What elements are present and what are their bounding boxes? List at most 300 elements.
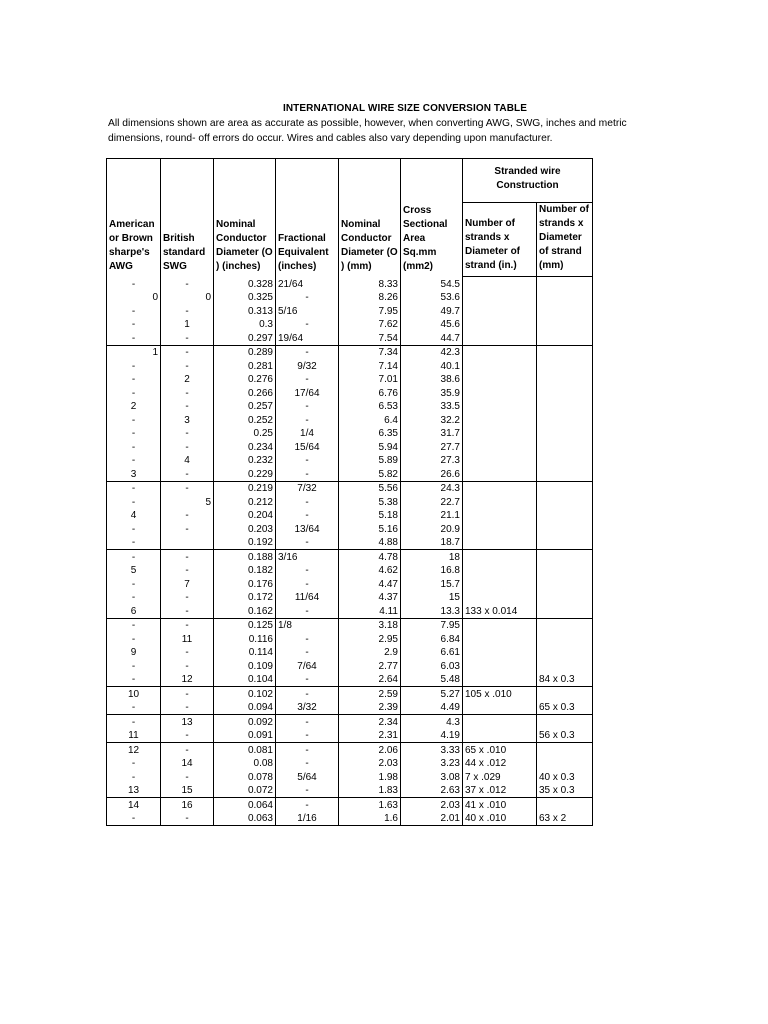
table-row	[107, 400, 593, 414]
table-row	[107, 659, 593, 673]
cell-swg	[161, 536, 214, 550]
cell-cross-section: 45.6	[401, 318, 463, 332]
cell-cross-section: 27.3	[401, 454, 463, 468]
cell-strands-inches	[463, 440, 537, 454]
cell-strands-mm	[537, 318, 593, 332]
cell-fractional: -	[276, 400, 339, 414]
cell-fractional: 1/8	[276, 618, 339, 632]
cell-strands-mm	[537, 467, 593, 481]
cell-awg: -	[107, 577, 161, 591]
cell-strands-mm	[537, 427, 593, 441]
cell-diameter-inches: 0.091	[214, 729, 276, 743]
cell-awg: 10	[107, 687, 161, 701]
cell-diameter-inches: 0.104	[214, 673, 276, 687]
cell-diameter-inches: 0.102	[214, 687, 276, 701]
cell-strands-mm	[537, 359, 593, 373]
cell-swg: -	[161, 277, 214, 291]
cell-awg: 5	[107, 564, 161, 578]
cell-strands-mm: 40 x 0.3	[537, 770, 593, 784]
cell-diameter-mm: 6.4	[339, 413, 401, 427]
cell-strands-inches	[463, 495, 537, 509]
cell-swg: -	[161, 550, 214, 564]
cell-strands-inches: 7 x .029	[463, 770, 537, 784]
cell-cross-section: 2.01	[401, 812, 463, 826]
cell-strands-inches	[463, 536, 537, 550]
cell-cross-section: 3.08	[401, 770, 463, 784]
cell-diameter-mm: 5.56	[339, 481, 401, 495]
cell-awg: -	[107, 632, 161, 646]
cell-swg: -	[161, 618, 214, 632]
cell-fractional: 15/64	[276, 440, 339, 454]
cell-swg: 16	[161, 798, 214, 812]
cell-diameter-inches: 0.182	[214, 564, 276, 578]
cell-swg: 2	[161, 373, 214, 387]
cell-fractional: -	[276, 564, 339, 578]
cell-fractional: -	[276, 509, 339, 523]
cell-fractional: -	[276, 604, 339, 618]
cell-strands-mm	[537, 632, 593, 646]
cell-swg: -	[161, 359, 214, 373]
cell-strands-inches	[463, 701, 537, 715]
cell-cross-section: 42.3	[401, 345, 463, 359]
cell-strands-mm	[537, 481, 593, 495]
wire-size-table	[106, 158, 593, 826]
cell-awg: -	[107, 386, 161, 400]
cell-diameter-inches: 0.188	[214, 550, 276, 564]
cell-fractional: -	[276, 345, 339, 359]
cell-awg: -	[107, 770, 161, 784]
cell-swg: -	[161, 440, 214, 454]
cell-cross-section: 33.5	[401, 400, 463, 414]
cell-swg: -	[161, 604, 214, 618]
cell-diameter-mm: 2.03	[339, 757, 401, 771]
cell-cross-section: 6.61	[401, 646, 463, 660]
cell-diameter-inches: 0.08	[214, 757, 276, 771]
cell-cross-section: 31.7	[401, 427, 463, 441]
table-row	[107, 386, 593, 400]
cell-awg: -	[107, 701, 161, 715]
cell-fractional: 19/64	[276, 331, 339, 345]
cell-cross-section: 54.5	[401, 277, 463, 291]
table-body	[107, 277, 593, 826]
table-row	[107, 495, 593, 509]
cell-diameter-inches: 0.297	[214, 331, 276, 345]
table-row	[107, 304, 593, 318]
cell-cross-section: 5.27	[401, 687, 463, 701]
cell-awg: 3	[107, 467, 161, 481]
cell-awg: -	[107, 550, 161, 564]
cell-strands-mm	[537, 331, 593, 345]
table-row	[107, 522, 593, 536]
cell-swg: -	[161, 659, 214, 673]
cell-awg: -	[107, 304, 161, 318]
cell-fractional: -	[276, 715, 339, 729]
cell-strands-inches: 65 x .010	[463, 743, 537, 757]
cell-diameter-mm: 2.64	[339, 673, 401, 687]
cell-swg: -	[161, 481, 214, 495]
cell-cross-section: 2.63	[401, 784, 463, 798]
cell-strands-mm	[537, 659, 593, 673]
cell-swg: 4	[161, 454, 214, 468]
cell-diameter-inches: 0.289	[214, 345, 276, 359]
cell-cross-section: 53.6	[401, 291, 463, 305]
cell-strands-inches: 37 x .012	[463, 784, 537, 798]
table-row	[107, 318, 593, 332]
cell-strands-mm	[537, 413, 593, 427]
cell-diameter-mm: 5.94	[339, 440, 401, 454]
cell-awg: -	[107, 715, 161, 729]
header-strands-inches: Number of strands x Diameter of strand (in.)	[463, 203, 537, 277]
header-cross-section: Cross Sectional Area Sq.mm (mm2)	[401, 159, 463, 277]
cell-strands-mm	[537, 454, 593, 468]
cell-awg: -	[107, 659, 161, 673]
cell-cross-section: 40.1	[401, 359, 463, 373]
table-row	[107, 564, 593, 578]
cell-cross-section: 16.8	[401, 564, 463, 578]
cell-strands-mm: 65 x 0.3	[537, 701, 593, 715]
cell-strands-mm: 63 x 2	[537, 812, 593, 826]
cell-fractional: -	[276, 318, 339, 332]
cell-swg: -	[161, 743, 214, 757]
cell-diameter-inches: 0.064	[214, 798, 276, 812]
cell-diameter-inches: 0.063	[214, 812, 276, 826]
cell-swg: -	[161, 427, 214, 441]
cell-strands-mm	[537, 345, 593, 359]
cell-diameter-mm: 7.54	[339, 331, 401, 345]
cell-cross-section: 13.3	[401, 604, 463, 618]
cell-strands-inches	[463, 413, 537, 427]
header-diameter-inches: Nominal Conductor Diameter (O ) (inches)	[214, 159, 276, 277]
cell-strands-inches	[463, 331, 537, 345]
cell-swg: 3	[161, 413, 214, 427]
cell-fractional: -	[276, 454, 339, 468]
cell-diameter-mm: 7.14	[339, 359, 401, 373]
cell-fractional: 3/32	[276, 701, 339, 715]
cell-fractional: -	[276, 646, 339, 660]
intro-paragraph: All dimensions shown are area as accurate as possible, however, when converting AWG, SWG, inches and metric dimensions, round- off errors do occur. Wires and cables also vary depending upon manufacturer.	[108, 118, 627, 144]
table-row	[107, 467, 593, 481]
table-row	[107, 331, 593, 345]
cell-swg: 14	[161, 757, 214, 771]
table-row	[107, 784, 593, 798]
cell-strands-inches	[463, 618, 537, 632]
cell-swg: 13	[161, 715, 214, 729]
cell-strands-inches: 41 x .010	[463, 798, 537, 812]
cell-awg: -	[107, 427, 161, 441]
cell-diameter-inches: 0.229	[214, 467, 276, 481]
table-row	[107, 729, 593, 743]
cell-swg: -	[161, 701, 214, 715]
cell-swg: -	[161, 522, 214, 536]
cell-diameter-inches: 0.072	[214, 784, 276, 798]
cell-strands-mm	[537, 400, 593, 414]
cell-awg: 13	[107, 784, 161, 798]
table-row	[107, 413, 593, 427]
cell-fractional: -	[276, 757, 339, 771]
cell-fractional: 7/32	[276, 481, 339, 495]
cell-diameter-mm: 2.95	[339, 632, 401, 646]
cell-diameter-inches: 0.234	[214, 440, 276, 454]
cell-strands-inches	[463, 277, 537, 291]
cell-fractional: 5/64	[276, 770, 339, 784]
cell-awg: -	[107, 277, 161, 291]
cell-cross-section: 22.7	[401, 495, 463, 509]
cell-strands-inches	[463, 577, 537, 591]
cell-strands-inches: 105 x .010	[463, 687, 537, 701]
cell-strands-mm	[537, 509, 593, 523]
cell-strands-mm	[537, 495, 593, 509]
cell-strands-inches	[463, 318, 537, 332]
cell-fractional: -	[276, 673, 339, 687]
cell-awg: 4	[107, 509, 161, 523]
table-row	[107, 481, 593, 495]
cell-diameter-inches: 0.313	[214, 304, 276, 318]
cell-awg: -	[107, 673, 161, 687]
cell-strands-inches	[463, 454, 537, 468]
cell-diameter-inches: 0.276	[214, 373, 276, 387]
table-row	[107, 359, 593, 373]
cell-strands-inches	[463, 522, 537, 536]
cell-swg: -	[161, 564, 214, 578]
cell-strands-inches	[463, 345, 537, 359]
table-row	[107, 577, 593, 591]
cell-strands-mm	[537, 715, 593, 729]
cell-swg: 1	[161, 318, 214, 332]
cell-strands-mm	[537, 591, 593, 605]
cell-strands-inches	[463, 715, 537, 729]
cell-cross-section: 49.7	[401, 304, 463, 318]
cell-strands-inches	[463, 481, 537, 495]
cell-diameter-inches: 0.212	[214, 495, 276, 509]
cell-awg: -	[107, 757, 161, 771]
cell-cross-section: 44.7	[401, 331, 463, 345]
cell-swg: 11	[161, 632, 214, 646]
cell-diameter-inches: 0.325	[214, 291, 276, 305]
cell-diameter-mm: 7.01	[339, 373, 401, 387]
table-row	[107, 536, 593, 550]
table-row	[107, 770, 593, 784]
cell-strands-mm	[537, 757, 593, 771]
cell-fractional: -	[276, 729, 339, 743]
cell-strands-mm	[537, 277, 593, 291]
cell-diameter-mm: 3.18	[339, 618, 401, 632]
cell-strands-mm	[537, 798, 593, 812]
cell-fractional: 5/16	[276, 304, 339, 318]
cell-strands-inches	[463, 304, 537, 318]
cell-swg: 5	[161, 495, 214, 509]
table-header	[107, 159, 593, 277]
cell-diameter-mm: 1.98	[339, 770, 401, 784]
table-row	[107, 618, 593, 632]
cell-strands-mm	[537, 522, 593, 536]
cell-diameter-mm: 4.78	[339, 550, 401, 564]
cell-fractional: -	[276, 632, 339, 646]
cell-strands-mm	[537, 687, 593, 701]
cell-cross-section: 32.2	[401, 413, 463, 427]
cell-strands-inches	[463, 427, 537, 441]
cell-fractional: 9/32	[276, 359, 339, 373]
cell-strands-inches	[463, 564, 537, 578]
cell-strands-inches	[463, 509, 537, 523]
cell-swg: -	[161, 467, 214, 481]
cell-awg: -	[107, 618, 161, 632]
cell-fractional: -	[276, 536, 339, 550]
cell-diameter-mm: 1.6	[339, 812, 401, 826]
cell-strands-mm	[537, 536, 593, 550]
table-row	[107, 673, 593, 687]
cell-diameter-inches: 0.176	[214, 577, 276, 591]
cell-awg: -	[107, 440, 161, 454]
cell-awg: 2	[107, 400, 161, 414]
cell-diameter-mm: 7.62	[339, 318, 401, 332]
cell-diameter-mm: 6.53	[339, 400, 401, 414]
cell-strands-mm: 56 x 0.3	[537, 729, 593, 743]
cell-diameter-inches: 0.081	[214, 743, 276, 757]
cell-awg: 0	[107, 291, 161, 305]
cell-diameter-inches: 0.328	[214, 277, 276, 291]
cell-diameter-inches: 0.281	[214, 359, 276, 373]
table-row	[107, 454, 593, 468]
cell-fractional: -	[276, 413, 339, 427]
cell-strands-mm	[537, 564, 593, 578]
cell-awg: -	[107, 331, 161, 345]
cell-strands-inches	[463, 673, 537, 687]
cell-swg: -	[161, 345, 214, 359]
cell-cross-section: 6.03	[401, 659, 463, 673]
table-row	[107, 687, 593, 701]
cell-cross-section: 3.23	[401, 757, 463, 771]
cell-diameter-mm: 5.82	[339, 467, 401, 481]
cell-diameter-mm: 4.11	[339, 604, 401, 618]
cell-strands-inches	[463, 386, 537, 400]
cell-diameter-inches: 0.114	[214, 646, 276, 660]
cell-diameter-inches: 0.25	[214, 427, 276, 441]
cell-cross-section: 26.6	[401, 467, 463, 481]
cell-diameter-mm: 8.26	[339, 291, 401, 305]
cell-cross-section: 21.1	[401, 509, 463, 523]
cell-strands-mm	[537, 304, 593, 318]
cell-strands-inches	[463, 359, 537, 373]
cell-swg: -	[161, 304, 214, 318]
cell-diameter-inches: 0.192	[214, 536, 276, 550]
table-row	[107, 701, 593, 715]
cell-awg: 11	[107, 729, 161, 743]
cell-fractional: -	[276, 687, 339, 701]
cell-diameter-inches: 0.094	[214, 701, 276, 715]
cell-swg: 0	[161, 291, 214, 305]
table-row	[107, 715, 593, 729]
table-row	[107, 373, 593, 387]
cell-diameter-mm: 7.34	[339, 345, 401, 359]
cell-swg: -	[161, 331, 214, 345]
cell-awg: 1	[107, 345, 161, 359]
table-row	[107, 743, 593, 757]
table-row	[107, 812, 593, 826]
header-stranded-group: Stranded wire Construction	[463, 159, 593, 203]
cell-awg: -	[107, 359, 161, 373]
cell-diameter-inches: 0.092	[214, 715, 276, 729]
cell-diameter-mm: 2.59	[339, 687, 401, 701]
cell-strands-inches	[463, 646, 537, 660]
cell-diameter-inches: 0.203	[214, 522, 276, 536]
header-diameter-mm: Nominal Conductor Diameter (O ) (mm)	[339, 159, 401, 277]
header-swg: British standard SWG	[161, 159, 214, 277]
table-row	[107, 550, 593, 564]
cell-diameter-inches: 0.162	[214, 604, 276, 618]
cell-fractional: -	[276, 784, 339, 798]
table-row	[107, 798, 593, 812]
cell-diameter-mm: 8.33	[339, 277, 401, 291]
cell-diameter-mm: 4.47	[339, 577, 401, 591]
cell-diameter-inches: 0.204	[214, 509, 276, 523]
table-row	[107, 291, 593, 305]
cell-swg: -	[161, 400, 214, 414]
cell-swg: -	[161, 812, 214, 826]
cell-fractional: 13/64	[276, 522, 339, 536]
table-row	[107, 646, 593, 660]
cell-diameter-inches: 0.3	[214, 318, 276, 332]
cell-diameter-mm: 2.06	[339, 743, 401, 757]
cell-strands-mm	[537, 577, 593, 591]
cell-diameter-mm: 5.18	[339, 509, 401, 523]
cell-strands-inches	[463, 373, 537, 387]
cell-cross-section: 20.9	[401, 522, 463, 536]
cell-swg: 7	[161, 577, 214, 591]
cell-strands-inches	[463, 659, 537, 673]
cell-awg: -	[107, 495, 161, 509]
cell-swg: -	[161, 386, 214, 400]
document-title: INTERNATIONAL WIRE SIZE CONVERSION TABLE	[282, 103, 527, 114]
table-row	[107, 757, 593, 771]
cell-diameter-inches: 0.257	[214, 400, 276, 414]
cell-swg: -	[161, 509, 214, 523]
header-fractional: Fractional Equivalent (inches)	[276, 159, 339, 277]
cell-cross-section: 38.6	[401, 373, 463, 387]
cell-diameter-mm: 4.37	[339, 591, 401, 605]
cell-cross-section: 3.33	[401, 743, 463, 757]
cell-awg: -	[107, 812, 161, 826]
cell-strands-mm	[537, 646, 593, 660]
cell-strands-inches	[463, 632, 537, 646]
cell-diameter-mm: 2.31	[339, 729, 401, 743]
cell-diameter-mm: 6.76	[339, 386, 401, 400]
cell-diameter-mm: 2.9	[339, 646, 401, 660]
table-row	[107, 632, 593, 646]
cell-diameter-inches: 0.172	[214, 591, 276, 605]
cell-diameter-mm: 4.62	[339, 564, 401, 578]
cell-swg: -	[161, 729, 214, 743]
cell-swg: 15	[161, 784, 214, 798]
cell-awg: -	[107, 591, 161, 605]
cell-cross-section: 18	[401, 550, 463, 564]
cell-strands-mm	[537, 386, 593, 400]
table-row	[107, 277, 593, 291]
cell-strands-mm	[537, 604, 593, 618]
cell-strands-mm	[537, 440, 593, 454]
cell-cross-section: 15	[401, 591, 463, 605]
cell-diameter-inches: 0.232	[214, 454, 276, 468]
cell-diameter-mm: 7.95	[339, 304, 401, 318]
cell-swg: -	[161, 770, 214, 784]
cell-awg: -	[107, 454, 161, 468]
cell-awg: 14	[107, 798, 161, 812]
table-row	[107, 509, 593, 523]
table-row	[107, 591, 593, 605]
cell-fractional: 1/16	[276, 812, 339, 826]
cell-diameter-inches: 0.219	[214, 481, 276, 495]
cell-fractional: -	[276, 798, 339, 812]
cell-strands-inches	[463, 729, 537, 743]
